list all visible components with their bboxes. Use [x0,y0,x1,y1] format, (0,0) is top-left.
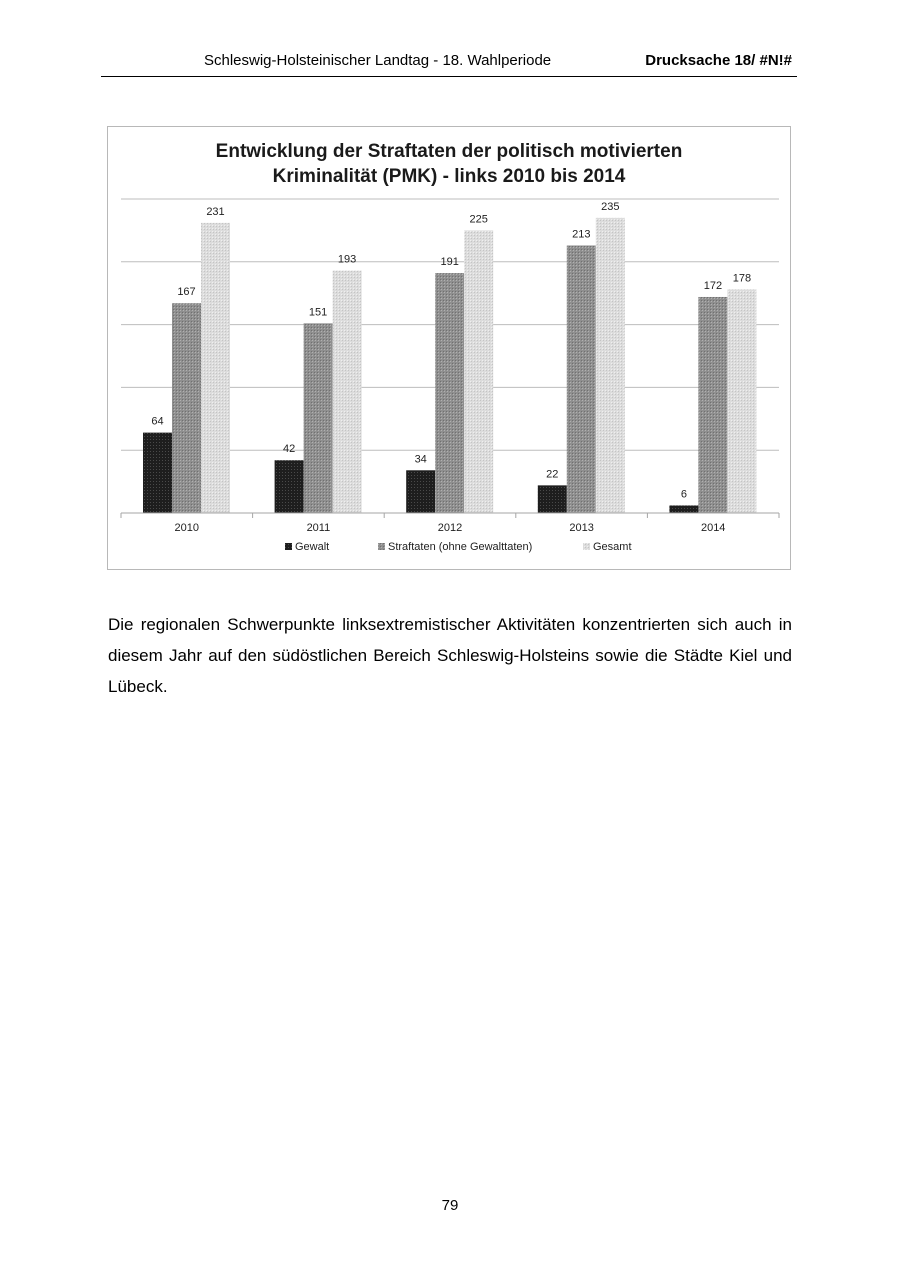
x-tick-label: 2013 [569,522,594,534]
chart-title-line-1: Entwicklung der Straftaten der politisch motivierten [215,141,683,162]
data-label-straftaten-2010: 167 [177,286,196,299]
document-number: Drucksache 18/ #N!# [645,52,792,69]
bar-straftaten-2014 [698,297,727,513]
legend [285,541,632,553]
bar-gewalt-2014 [669,505,698,513]
body-paragraph: Die regionalen Schwerpunkte linksextremistischer Aktivitäten konzentrierten sich auch in diesem Jahr auf den südöstlichen Bereich Schleswig-Holsteins sowie die Städte Kiel und Lübeck. [108,615,792,696]
bar-chart [108,127,792,571]
x-tick-label: 2012 [437,522,463,534]
data-label-straftaten-2011: 151 [308,306,328,319]
bar-gesamt-2013 [596,218,625,513]
data-label-gewalt-2014: 6 [680,488,687,501]
legend-swatch-gewalt [285,543,292,550]
data-label-straftaten-2012: 191 [440,256,459,269]
data-label-gewalt-2010: 64 [151,415,164,428]
legend-swatch-straftaten [378,543,385,550]
header-title: Schleswig-Holsteinischer Landtag - 18. Wahlperiode [204,52,552,69]
chart-title-line-2: Kriminalität (PMK) - links 2010 bis 2014 [272,166,626,187]
bar-gesamt-2012 [464,230,493,513]
bar-straftaten-2013 [567,245,596,513]
bar-gewalt-2013 [538,485,567,513]
bar-gewalt-2011 [275,460,304,513]
data-label-gesamt-2011: 193 [337,253,357,266]
data-label-gesamt-2012: 225 [469,213,488,226]
page-number: 79 [441,1197,459,1214]
legend-label-gesamt: Gesamt [593,541,632,553]
data-label-gesamt-2013: 235 [601,200,620,213]
data-label-gesamt-2010: 231 [206,205,225,218]
bar-gewalt-2010 [143,433,172,513]
x-tick-label: 2011 [306,522,331,534]
data-label-gewalt-2011: 42 [282,443,296,456]
bar-gesamt-2010 [201,223,230,513]
bars [143,201,756,513]
chart-figure [107,126,791,570]
data-label-straftaten-2014: 172 [703,279,723,292]
data-label-gewalt-2013: 22 [546,468,559,481]
legend-swatch-gesamt [583,543,590,550]
legend-label-straftaten: Straftaten (ohne Gewalttaten) [388,541,533,553]
bar-straftaten-2011 [304,323,333,513]
bar-gesamt-2011 [333,271,362,513]
x-axis [121,513,779,534]
bar-straftaten-2010 [172,303,201,513]
data-label-straftaten-2013: 213 [572,228,591,241]
x-tick-label: 2014 [700,522,726,534]
bar-straftaten-2012 [435,273,464,513]
data-label-gesamt-2014: 178 [732,272,752,285]
x-tick-label: 2010 [174,522,200,534]
header-divider [101,76,797,77]
bar-gewalt-2012 [406,470,435,513]
bar-gesamt-2014 [727,289,756,513]
legend-label-gewalt: Gewalt [295,541,330,553]
data-label-gewalt-2012: 34 [414,453,427,466]
